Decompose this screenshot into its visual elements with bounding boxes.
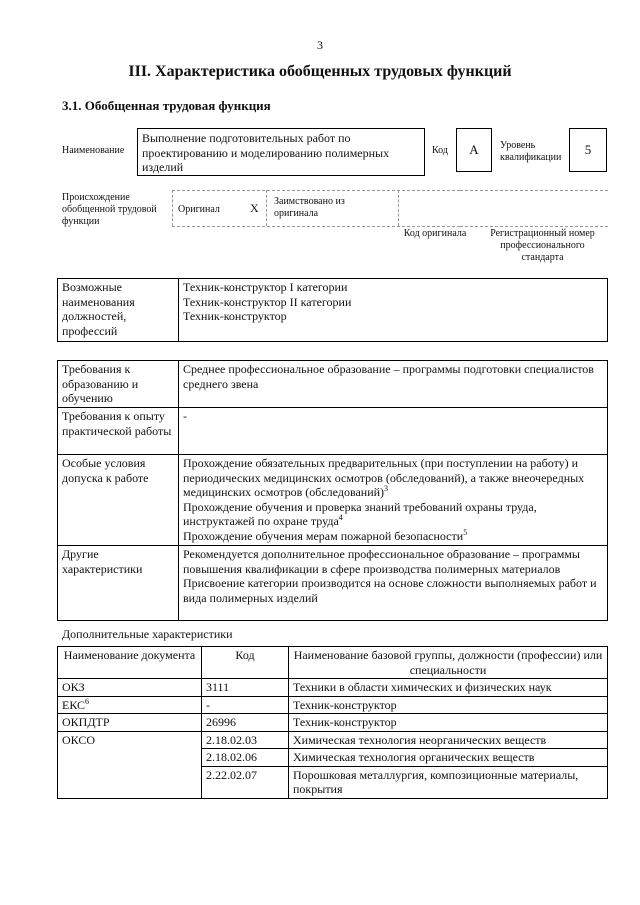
footnote-ref: 3 bbox=[384, 484, 389, 493]
row-name: Техники в области химических и физических наук bbox=[289, 679, 608, 697]
row-code: 2.22.02.07 bbox=[202, 766, 289, 798]
req-value-other bbox=[179, 546, 608, 621]
origin-divider-3 bbox=[398, 190, 399, 226]
row-doc: ОКСО bbox=[58, 731, 202, 798]
header-code: Код bbox=[202, 647, 289, 679]
gtf-name-label: Наименование bbox=[62, 145, 125, 156]
row-code: - bbox=[202, 696, 289, 714]
table-row bbox=[58, 731, 608, 749]
subsection-title: 3.1. Обобщенная трудовая функция bbox=[62, 98, 271, 113]
requirements-table bbox=[57, 360, 608, 621]
req-line: Прохождение обязательных предварительных (при поступлении на работу) и периодических медицинских осмотров (обследований), а также внеочередных медицинских осмотров (обследований) bbox=[183, 456, 585, 499]
table-row bbox=[58, 679, 608, 697]
origin-code-original-label: Код оригинала bbox=[403, 228, 467, 239]
additional-title: Дополнительные характеристики bbox=[62, 627, 233, 641]
position-item: Техник-конструктор I категории bbox=[183, 280, 348, 294]
row-code: 2.18.02.03 bbox=[202, 731, 289, 749]
req-line: Прохождение обучения мерам пожарной безопасности bbox=[183, 528, 464, 543]
req-label-experience: Требования к опыту практической работы bbox=[58, 408, 179, 455]
row-doc: ОКПДТР bbox=[58, 714, 202, 732]
row-code: 3111 bbox=[202, 679, 289, 697]
gtf-level-label: Уровень квалификации bbox=[500, 140, 562, 163]
position-item: Техник-конструктор II категории bbox=[183, 294, 352, 309]
row-doc: ОКЗ bbox=[58, 679, 202, 697]
origin-top-line bbox=[172, 190, 460, 191]
footnote-ref: 5 bbox=[463, 527, 468, 537]
req-line: Прохождение обучения и проверка знаний требований охраны труда, инструктажей по охране труда bbox=[183, 499, 537, 528]
table-row bbox=[58, 714, 608, 732]
table-row bbox=[58, 696, 608, 714]
row-name: Техник-конструктор bbox=[289, 714, 608, 732]
gtf-level-value: 5 bbox=[569, 128, 607, 172]
req-label-other: Другие характеристики bbox=[58, 546, 179, 621]
gtf-code-value: А bbox=[456, 128, 492, 172]
origin-bottom-line bbox=[172, 226, 460, 227]
row-code: 2.18.02.06 bbox=[202, 749, 289, 767]
row-name: Техник-конструктор bbox=[289, 696, 608, 714]
positions-label: Возможные наименования должностей, профессий bbox=[58, 279, 179, 342]
footnote-ref: 4 bbox=[338, 513, 343, 522]
gtf-name-value: Выполнение подготовительных работ по проектированию и моделированию полимерных изделий bbox=[137, 128, 425, 176]
row-name: Порошковая металлургия, композиционные материалы, покрытия bbox=[289, 766, 608, 798]
origin-original-mark: Х bbox=[250, 201, 259, 215]
req-label-special-conditions: Особые условия допуска к работе bbox=[58, 455, 179, 546]
positions-table bbox=[57, 278, 608, 342]
req-value-experience: - bbox=[179, 408, 608, 455]
row-name: Химическая технология неорганических веществ bbox=[289, 731, 608, 749]
origin-divider bbox=[172, 190, 173, 226]
row-name: Химическая технология органических веществ bbox=[289, 749, 608, 767]
origin-reg-number-label: Регистрационный номер профессионального стандарта bbox=[490, 228, 595, 263]
row-doc: ЕКС bbox=[62, 697, 86, 712]
origin-original-label: Оригинал bbox=[178, 204, 220, 215]
req-value-special-conditions bbox=[179, 455, 608, 546]
additional-table bbox=[57, 646, 608, 799]
row-doc-cell bbox=[58, 696, 202, 714]
section-title: III. Характеристика обобщенных трудовых функций bbox=[128, 63, 512, 80]
req-value-education: Среднее профессиональное образование – программы подготовки специалистов среднего звена bbox=[179, 361, 608, 408]
positions-values bbox=[179, 279, 608, 342]
position-item: Техник-конструктор bbox=[183, 309, 287, 323]
header-document: Наименование документа bbox=[58, 647, 202, 679]
origin-label: Происхождение обобщенной трудовой функции bbox=[62, 192, 157, 227]
header-name: Наименование базовой группы, должности (профессии) или специальности bbox=[289, 647, 608, 679]
req-line: Рекомендуется дополнительное профессиональное образование – программы повышения квалификации в сфере производства полимерных материалов bbox=[183, 547, 580, 576]
origin-top-line-2 bbox=[460, 190, 608, 191]
footnote-ref: 6 bbox=[85, 696, 90, 706]
gtf-code-label: Код bbox=[432, 145, 448, 156]
row-code: 26996 bbox=[202, 714, 289, 732]
req-line: Присвоение категории производится на основе сложности выполняемых работ и вида полимерных изделий bbox=[183, 576, 597, 605]
origin-borrowed-label: Заимствовано из оригинала bbox=[274, 196, 345, 219]
page-number: 3 bbox=[317, 38, 323, 52]
origin-divider-2 bbox=[266, 190, 267, 226]
origin-bottom-line-2 bbox=[460, 226, 608, 227]
req-label-education: Требования к образованию и обучению bbox=[58, 361, 179, 408]
